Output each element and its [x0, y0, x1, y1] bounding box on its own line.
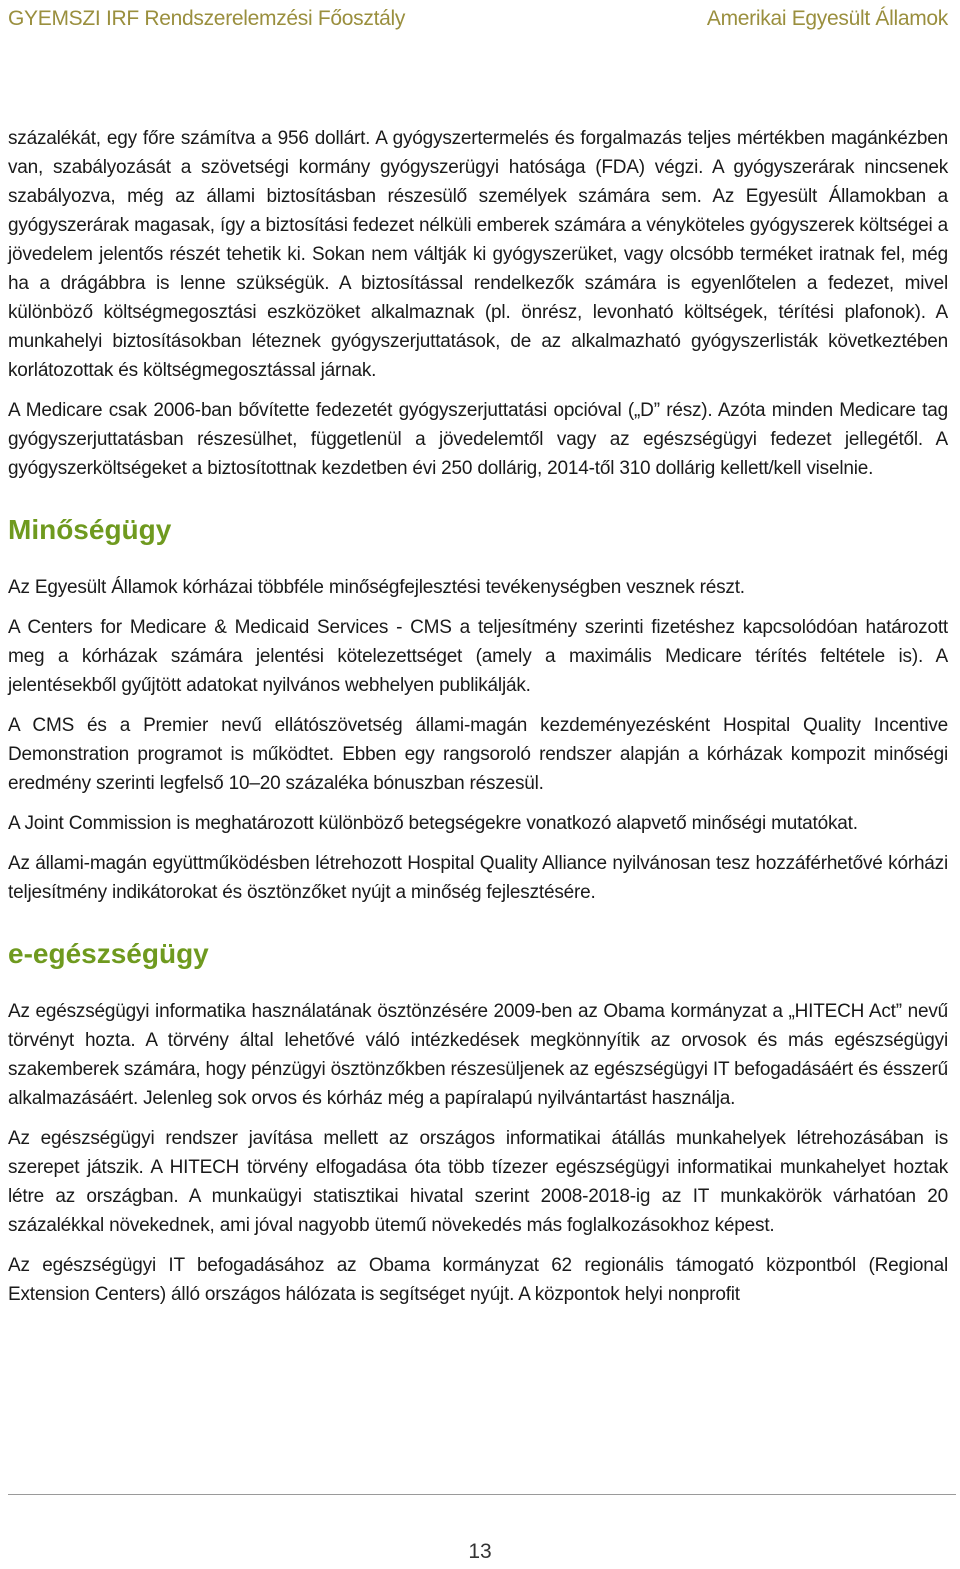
page-header: [8, 6, 948, 32]
page-number: 13: [468, 1540, 492, 1563]
paragraph-hqid: A CMS és a Premier nevű ellátószövetség állami-magán kezdeményezésként Hospital Quality Incentive Demonstration programot is működtet. Ebben egy rangsoroló rendszer alapján a kórházak kompozit minőségi eredmény szerinti legfelső 10–20 százaléka bónuszban részesül.: [8, 715, 948, 794]
paragraph-extension-centers: Az egészségügyi IT befogadásához az Obama kormányzat 62 regionális támogató központból (Regional Extension Centers) álló országos hálózata is segítséget nyújt. A központok helyi nonprofit: [8, 1255, 948, 1305]
document-body: [8, 124, 948, 1320]
section-heading-ehealth: e-egészségügy: [8, 938, 209, 969]
header-country: Amerikai Egyesült Államok: [706, 7, 948, 30]
paragraph-medicare-part-d: A Medicare csak 2006-ban bővítette fedezetét gyógyszerjuttatási opcióval („D” rész). Azóta minden Medicare tag gyógyszerjuttatásban részesülhet, függetlenül a jövedelemtől vagy az egészségügyi fedezet jellegétől. A gyógyszerköltségeket a biztosítottnak kezdetben évi 250 dollárig, 2014-től 310 dollárig kellett/kell viselnie.: [8, 400, 948, 479]
paragraph-it-jobs: Az egészségügyi rendszer javítása mellett az országos informatikai átállás munkahelyek létrehozásában is szerepet játszik. A HITECH törvény elfogadása óta több tízezer egészségügyi informatikai munkahelyet hoztak létre az országban. A munkaügyi statisztikai hivatal szerint 2008-2018-ig az IT munkakörök várhatóan 20 százalékkal növekednek, ami jóval nagyobb ütemű növekedés más foglalkozásokhoz képest.: [8, 1128, 948, 1236]
paragraph-drug-pricing: százalékát, egy főre számítva a 956 dollárt. A gyógyszertermelés és forgalmazás teljes mértékben magánkézben van, szabályozását a szövetségi kormány gyógyszerügyi hatósága (FDA) végzi. A gyógyszerárak nincsenek szabályozva, még az állami biztosításban részesülő személyek számára sem. Az Egyesült Államokban a gyógyszerárak magasak, így a biztosítási fedezet nélküli emberek számára a vényköteles gyógyszerek költségei a jövedelem jelentős részét tehetik ki. Sokan nem váltják ki gyógyszerüket, vagy olcsóbb terméket iratnak fel, még ha a drágábbra is lenne szükségük. A biztosítással rendelkezők számára is egyenlőtelen a fedezet, mivel különböző költségmegosztási eszközöket alkalmaznak (pl. önrész, levonható költségek, térítési plafonok). A munkahelyi biztosításokban léteznek gyógyszerjuttatások, de az alkalmazható gyógyszerlisták következtében korlátozottak és költségmegosztással járnak.: [8, 128, 948, 381]
footer-divider: [8, 1494, 956, 1495]
paragraph-hitech-act: Az egészségügyi informatika használatának ösztönzésére 2009-ben az Obama kormányzat a „HITECH Act” nevű törvényt hozta. A törvény által lehetővé váló intézkedések megkönnyítik az orvosok és más egészségügyi szakemberek számára, hogy pénzügyi ösztönzőkben részesüljenek az egészségügyi IT befogadásáért és ésszerű alkalmazásáért. Jelenleg sok orvos és kórház még a papíralapú nyilvántartást használja.: [8, 1001, 948, 1109]
paragraph-cms-reporting: A Centers for Medicare & Medicaid Services - CMS a teljesítmény szerinti fizetéshez kapcsolódóan határozott meg a kórházak számára jelentési kötelezettséget (amely a maximális Medicare térítés feltétele is). A jelentésekből gyűjtött adatokat nyilvános webhelyen publikálják.: [8, 617, 948, 696]
paragraph-hqa: Az állami-magán együttműködésben létrehozott Hospital Quality Alliance nyilvánosan tesz hozzáférhetővé kórházi teljesítmény indikátorokat és ösztönzőket nyújt a minőség fejlesztésére.: [8, 853, 948, 903]
section-heading-quality: Minőségügy: [8, 514, 172, 545]
paragraph-joint-commission: A Joint Commission is meghatározott különböző betegségekre vonatkozó alapvető minőségi mutatókat.: [8, 813, 858, 834]
paragraph-quality-intro: Az Egyesült Államok kórházai többféle minőségfejlesztési tevékenységben vesznek részt.: [8, 577, 745, 598]
header-organization: GYEMSZI IRF Rendszerelemzési Főosztály: [8, 7, 406, 30]
